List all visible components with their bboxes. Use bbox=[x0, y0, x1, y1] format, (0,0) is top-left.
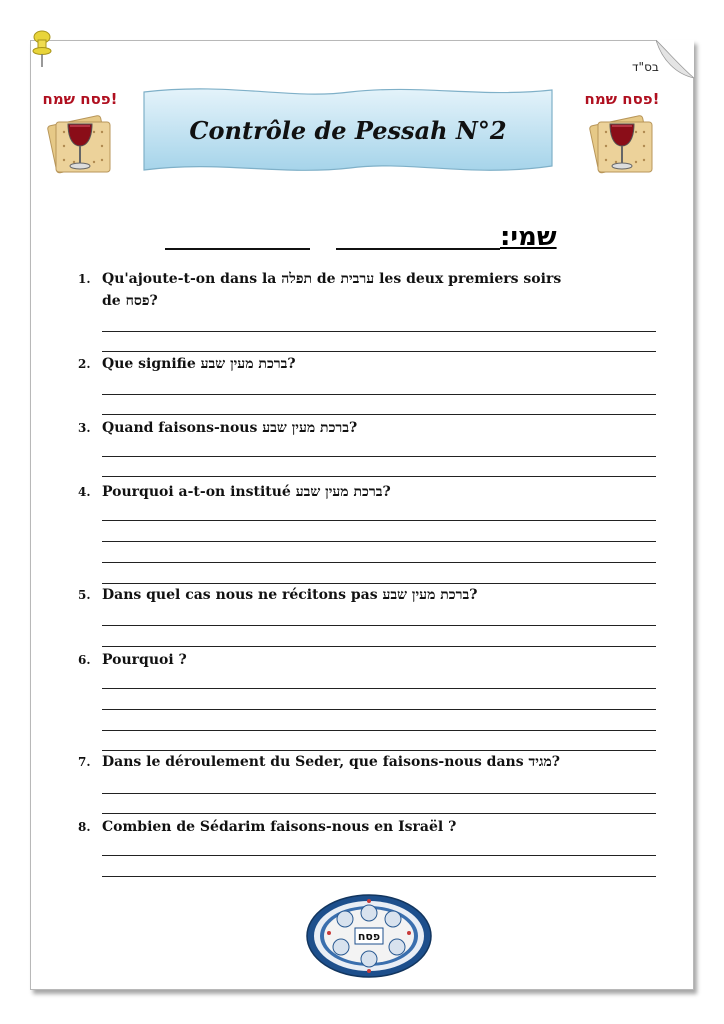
answer-line[interactable] bbox=[102, 876, 656, 877]
question-2: 2. Que signifie ברכת מעין שבע? bbox=[78, 356, 296, 372]
pessah-wine-matza-icon bbox=[38, 88, 122, 184]
answer-line[interactable] bbox=[102, 331, 656, 332]
name-row bbox=[0, 222, 724, 254]
question-1: 1. Qu'ajoute-t-on dans la תפלה de ערבית les deux premiers soirs de פסח? bbox=[78, 271, 562, 309]
answer-line[interactable] bbox=[102, 562, 656, 563]
page-title: Contrôle de Pessah N°2 bbox=[189, 116, 507, 145]
question-5: 5. Dans quel cas nous ne récitons pas ברכת מעין שבע? bbox=[78, 587, 478, 603]
answer-line[interactable] bbox=[102, 730, 656, 731]
seder-plate-icon bbox=[305, 893, 433, 979]
answer-line[interactable] bbox=[102, 855, 656, 856]
answer-line[interactable] bbox=[102, 625, 656, 626]
answer-line[interactable] bbox=[102, 351, 656, 352]
answer-line[interactable] bbox=[102, 813, 656, 814]
answer-line[interactable] bbox=[102, 541, 656, 542]
bsd-mark: בס"ד bbox=[632, 60, 659, 74]
answer-line[interactable] bbox=[102, 688, 656, 689]
answer-line[interactable] bbox=[102, 520, 656, 521]
pushpin-icon bbox=[30, 30, 54, 68]
question-6: 6. Pourquoi ? bbox=[78, 652, 187, 668]
name-blank-line[interactable] bbox=[336, 248, 500, 250]
corner-caption: פסח שמח! bbox=[42, 90, 118, 108]
question-8: 8. Combien de Sédarim faisons-nous en Israël ? bbox=[78, 819, 457, 835]
question-4: 4. Pourquoi a-t-on institué ברכת מעין שבע? bbox=[78, 484, 391, 500]
corner-caption: פסח שמח! bbox=[584, 90, 660, 108]
name-label: שמי: bbox=[500, 222, 557, 252]
question-7: 7. Dans le déroulement du Seder, que faisons-nous dans מגיד? bbox=[78, 754, 560, 770]
title-banner bbox=[140, 84, 556, 178]
answer-line[interactable] bbox=[102, 414, 656, 415]
question-3: 3. Quand faisons-nous ברכת מעין שבע? bbox=[78, 420, 358, 436]
answer-line[interactable] bbox=[102, 456, 656, 457]
answer-line[interactable] bbox=[102, 709, 656, 710]
answer-line[interactable] bbox=[102, 394, 656, 395]
answer-line[interactable] bbox=[102, 476, 656, 477]
answer-line[interactable] bbox=[102, 793, 656, 794]
page-curl-icon bbox=[656, 40, 696, 80]
name-blank-line[interactable] bbox=[165, 248, 310, 250]
pessah-wine-matza-icon bbox=[580, 88, 664, 184]
answer-line[interactable] bbox=[102, 646, 656, 647]
plate-label: פסח bbox=[357, 930, 381, 943]
